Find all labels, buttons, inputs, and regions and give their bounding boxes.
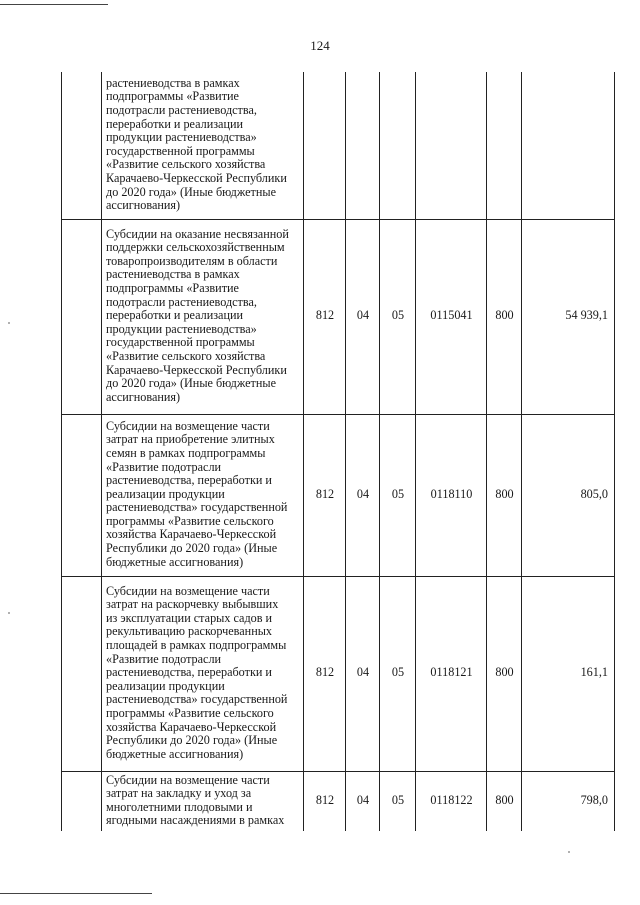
expense-type-code: 800 [487,576,522,771]
table-row [62,576,615,771]
amount-value [522,72,615,219]
row-number-cell [62,219,102,414]
target-article-code: 0118122 [416,771,487,831]
amount-value: 805,0 [522,414,615,576]
row-description: растениеводства в рамках подпрограммы «Развитие подотрасли растениеводства, переработки и реализации продукции растениеводства» государственной программы «Развитие сельского хозяйства Карачаево-Черкесской Республики до 2020 года» (Иные бюджетные ассигнования) [102,72,304,219]
expense-type-code: 800 [487,219,522,414]
row-number-cell [62,771,102,831]
subsection-code: 05 [380,576,416,771]
row-number-cell [62,414,102,576]
ministry-code: 812 [304,219,346,414]
target-article-code: 0115041 [416,219,487,414]
section-code: 04 [346,219,380,414]
table-row [62,72,615,219]
section-code: 04 [346,576,380,771]
subsection-code: 05 [380,771,416,831]
scan-edge-line [0,4,108,5]
amount-value: 54 939,1 [522,219,615,414]
scan-speck [8,322,10,324]
section-code: 04 [346,414,380,576]
row-number-cell [62,576,102,771]
table-row [62,414,615,576]
section-code [346,72,380,219]
row-description: Субсидии на возмещение части затрат на закладку и уход за многолетними плодовыми и ягодными насаждениями в рамках [102,771,304,831]
subsection-code: 05 [380,414,416,576]
target-article-code: 0118110 [416,414,487,576]
row-description: Субсидии на возмещение части затрат на приобретение элитных семян в рамках подпрограммы «Развитие подотрасли растениеводства, переработки и реализации продукции растениеводства» государственной программы «Развитие сельского хозяйства Карачаево-Черкесской Республики до 2020 года» (Иные бюджетные ассигнования) [102,414,304,576]
subsection-code: 05 [380,219,416,414]
table-row [62,219,615,414]
page-number: 124 [310,38,330,53]
target-article-code [416,72,487,219]
section-code: 04 [346,771,380,831]
ministry-code: 812 [304,771,346,831]
row-description: Субсидии на оказание несвязанной поддержки сельскохозяйственным товаропроизводителям в области растениеводства в рамках подпрограммы «Развитие подотрасли растениеводства, переработки и реализации продукции растениеводства» государственной программы «Развитие сельского хозяйства Карачаево-Черкесской Республики до 2020 года» (Иные бюджетные ассигнования) [102,219,304,414]
target-article-code: 0118121 [416,576,487,771]
budget-table [61,72,615,831]
amount-value: 798,0 [522,771,615,831]
scan-speck [8,612,10,614]
ministry-code: 812 [304,576,346,771]
amount-value: 161,1 [522,576,615,771]
ministry-code [304,72,346,219]
expense-type-code: 800 [487,771,522,831]
table-row [62,771,615,831]
scan-speck [568,851,570,853]
expense-type-code: 800 [487,414,522,576]
ministry-code: 812 [304,414,346,576]
row-number-cell [62,72,102,219]
expense-type-code [487,72,522,219]
scan-edge-line [0,893,152,894]
row-description: Субсидии на возмещение части затрат на раскорчевку выбывших из эксплуатации старых садов и рекультивацию раскорчеванных площадей в рамках подпрограммы «Развитие подотрасли растениеводства, переработки и реализации продукции растениеводства» государственной программы «Развитие сельского хозяйства Карачаево-Черкесской Республики до 2020 года» (Иные бюджетные ассигнования) [102,576,304,771]
subsection-code [380,72,416,219]
